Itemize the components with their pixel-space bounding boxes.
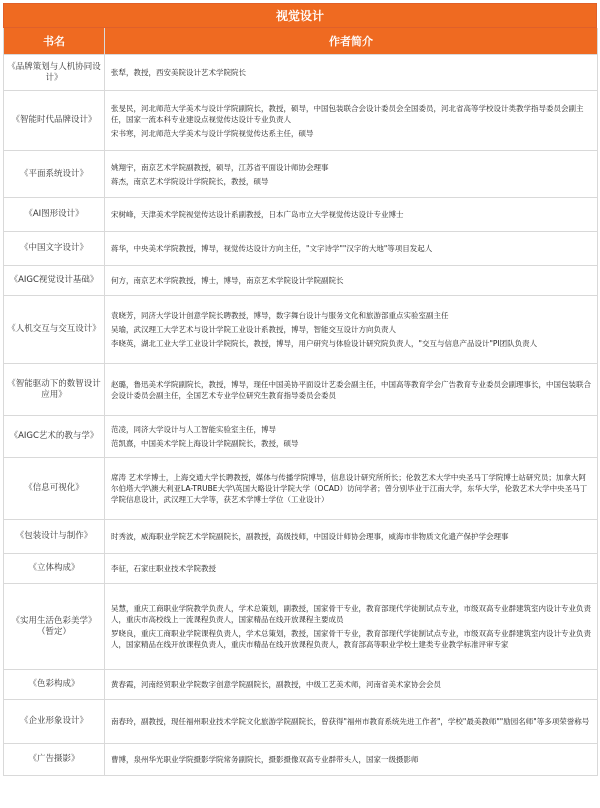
book-title: 《广告摄影》 [4,744,105,776]
book-title: 《AIGC视觉设计基础》 [4,266,105,296]
header-author: 作者简介 [105,28,598,55]
author-intro [105,744,598,776]
author-line: 赵璐，鲁迅美术学院副院长，教授，博导，现任中国美协平面设计艺委会副主任，中国高等教育学会广告教育专业委员会副理事长，中国包装联合会设计委员会副主任，全国艺术专业学位研究生教育指导委员会委员 [111,379,591,400]
author-line: 李征，石家庄职业技术学院教授 [111,564,216,573]
author-intro [105,520,598,554]
table-row [4,670,598,700]
table-row [4,55,598,91]
book-title: 《品牌策划与人机协同设计》 [4,55,105,91]
author-line: 李晓英，湖北工业大学工业设计学院院长，教授，博导，用户研究与体验设计研究院负责人，"交互与信息产品设计"PI团队负责人 [111,339,538,348]
header-row [4,28,598,55]
table-row [4,700,598,744]
author-line: 席涛 艺术学博士，上海交通大学长聘教授，媒体与传播学院博导，信息设计研究所所长；伦敦艺术大学中央圣马丁学院博士站研究员；加拿大阿尔伯塔大学\澳大利亚LA-TRUBE大学\英国大略设计学院大学（OCAD）访问学者；曾分别毕业于江南大学，东华大学，伦敦艺术大学中央圣马丁学院信息设计，武汉理工大学等，获艺术学博士学位（工业设计） [111,473,588,504]
book-title: 《平面系统设计》 [4,151,105,198]
author-line: 袁晓芳，同济大学设计创意学院长聘教授，博导，数字舞台设计与服务文化和旅游部重点实验室副主任 [111,311,449,320]
author-intro [105,670,598,700]
author-intro [105,198,598,232]
author-line: 吴慧，重庆工商职业学院教学负责人，学术总策划，副教授，国家骨干专业，教育部现代学徒制试点专业，市级双高专业群建筑室内设计专业负责人，重庆市高校线上一流课程负责人，国家精品在线开放课程主要成员 [111,604,591,624]
table-row [4,91,598,151]
book-title: 《包装设计与制作》 [4,520,105,554]
table-row [4,266,598,296]
book-title: 《色彩构成》 [4,670,105,700]
author-intro [105,584,598,670]
author-line: 曹博，泉州华光职业学院摄影学院常务副院长，摄影摄像双高专业群带头人，国家一级摄影师 [111,755,419,764]
author-line: 宋书寒，河北师范大学美术与设计学院视觉传达系主任，硕导 [111,128,314,138]
book-title: 《智能时代品牌设计》 [4,91,105,151]
author-line: 姚翔宇，南京艺术学院副教授，硕导，江苏省平面设计师协会理事 [111,162,329,172]
table-row [4,416,598,458]
book-title: 《智能驱动下的数智设计应用》 [4,364,105,416]
header-book: 书名 [4,28,105,55]
author-line: 何方，南京艺术学院教授，博士，博导，南京艺术学院设计学院副院长 [111,276,344,285]
table-row [4,364,598,416]
table-row [4,458,598,520]
table-row [4,744,598,776]
table-row [4,151,598,198]
author-intro [105,416,598,458]
author-intro [105,266,598,296]
book-title: 《中国文字设计》 [4,232,105,266]
author-line: 蒋华，中央美术学院教授，博导，视觉传达设计方向主任，"文字诗学""汉字的大地"等项目发起人 [111,244,433,253]
author-line: 张旻民，河北师范大学美术与设计学院副院长，教授，硕导，中国包装联合会设计委员会全国委员，河北省高等学校设计类教学指导委员会副主任，国家一流本科专业建设点视觉传达设计专业负责人 [111,103,584,124]
table-row [4,554,598,584]
author-line: 南春玲，副教授，现任福州职业技术学院文化旅游学院副院长，曾获得"福州市教育系统先进工作者"，学校"最美教师""励园名师"等多项荣誉称号 [111,717,590,726]
book-title: 《立体构成》 [4,554,105,584]
author-intro [105,364,598,416]
book-title: 《人机交互与交互设计》 [4,296,105,364]
table-body [4,55,598,776]
table-row [4,520,598,554]
table-row [4,296,598,364]
author-intro [105,554,598,584]
author-line: 罗晓良，重庆工商职业学院课程负责人，学术总策划，教授，国家骨干专业，教育部现代学徒制试点专业，市级双高专业群建筑室内设计专业负责人，国家精品在线开放课程负责人，重庆市精品在线开放课程负责人，教育部高等职业学校土建类专业教学标准评审专家 [111,629,591,649]
author-line: 黄春霞，河南经贸职业学院数字创意学院副院长，副教授，中级工艺美术师，河南省美术家协会会员 [111,680,441,689]
author-line: 蒋杰，南京艺术学院设计学院院长，教授，硕导 [111,176,269,186]
table-row [4,198,598,232]
author-line: 宋树峰，天津美术学院视觉传达设计系副教授，日本广岛市立大学视觉传达设计专业博士 [111,210,404,219]
author-line: 张犁，教授，西安美院设计艺术学院院长 [111,68,246,77]
author-intro [105,700,598,744]
author-intro [105,91,598,151]
author-intro [105,55,598,91]
table-row [4,232,598,266]
author-line: 范凌，同济大学设计与人工智能实验室主任，博导 [111,425,276,434]
book-title: 《信息可视化》 [4,458,105,520]
book-title: 《企业形象设计》 [4,700,105,744]
author-line: 范凯熹，中国美术学院上海设计学院副院长，教授，硕导 [111,439,299,448]
table-title: 视觉设计 [3,3,597,28]
table-row [4,584,598,670]
book-title: 《实用生活色彩美学》（暂定） [4,584,105,670]
author-intro [105,296,598,364]
book-title: 《AI图形设计》 [4,198,105,232]
author-intro [105,151,598,198]
book-author-table [3,28,598,776]
author-intro [105,458,598,520]
author-line: 吴瑜，武汉理工大学艺术与设计学院工业设计系教授，博导，智能交互设计方向负责人 [111,325,396,334]
author-line: 时秀波，威海职业学院艺术学院副院长，副教授，高级技师，中国设计师协会理事，威海市非物质文化遗产保护学会理事 [111,532,509,541]
book-table-sheet [3,3,597,776]
book-title: 《AIGC艺术的教与学》 [4,416,105,458]
author-intro [105,232,598,266]
